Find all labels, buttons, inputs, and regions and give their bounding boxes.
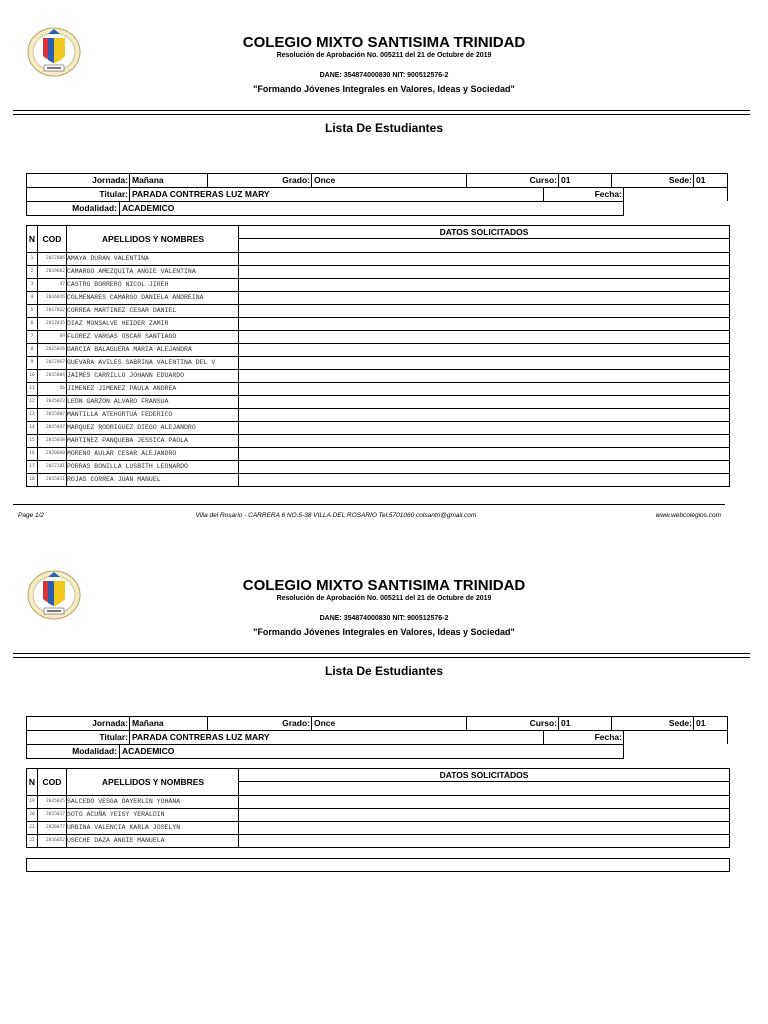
student-name: MARTINEZ PANQUEBA JESSICA PAOLA: [67, 437, 188, 444]
student-number: 17: [29, 464, 35, 469]
student-code: 2020077: [46, 825, 65, 830]
student-code: 2015047: [46, 425, 65, 430]
student-name: JIMENEZ JIMENEZ PAULA ANDREA: [67, 385, 177, 392]
student-code: 2015011: [46, 477, 65, 482]
table-row: [27, 448, 729, 461]
table-row: [27, 279, 729, 292]
datos-cell: [239, 292, 729, 304]
table-row: [27, 396, 729, 409]
student-number: 12: [29, 399, 35, 404]
student-code: 2015026: [46, 347, 65, 352]
fecha-label: Fecha:: [594, 189, 622, 199]
datos-cell: [239, 435, 729, 447]
footer-divider: [13, 504, 725, 505]
header-divider: [13, 110, 750, 111]
table-body: [27, 253, 729, 486]
sede-label: Sede:: [668, 175, 692, 185]
student-code: 56: [59, 386, 65, 391]
student-number: 7: [30, 334, 34, 339]
student-number: 16: [29, 451, 35, 456]
student-name: GARCIA BALAGUERA MARIA ALEJANDRA: [67, 346, 192, 353]
student-code: 2016026: [46, 295, 65, 300]
school-name: COLEGIO MIXTO SANTISIMA TRINIDAD: [242, 577, 526, 594]
student-name: FLOREZ VARGAS OSCAR SANTIAGO: [67, 333, 177, 340]
dane-nit-text: DANE: 354874000830 NIT: 900512576-2: [319, 615, 449, 622]
datos-cell: [239, 370, 729, 382]
col-n-header: N: [28, 234, 36, 244]
fecha-value: [624, 731, 726, 744]
blank-notes-box: [26, 858, 730, 872]
info-row-titular: [26, 187, 728, 201]
resolution-text: Resolución de Aprobación No. 005211 del 21 de Octubre de 2019: [276, 52, 492, 59]
table-row: [27, 435, 729, 448]
student-number: 1: [30, 256, 34, 261]
school-motto: "Formando Jóvenes Integrales en Valores, Ideas y Sociedad": [253, 627, 515, 637]
titular-value: PARADA CONTRERAS LUZ MARY: [132, 189, 270, 199]
student-number: 11: [29, 386, 35, 391]
curso-label: Curso:: [529, 175, 557, 185]
student-number: 8: [30, 347, 34, 352]
student-number: 18: [29, 477, 35, 482]
curso-value: 01: [561, 175, 571, 185]
datos-cell: [239, 331, 729, 343]
jornada-value: Mañana: [132, 175, 164, 185]
table-row: [27, 796, 729, 809]
student-name: LEON GARZON ALVARO FRANSUA: [67, 398, 169, 405]
table-header: [27, 226, 729, 253]
col-datos-header: DATOS SOLICITADOS: [239, 769, 729, 782]
datos-cell: [239, 422, 729, 434]
student-code: 2019062: [46, 269, 65, 274]
student-number: 9: [30, 360, 34, 365]
grado-label: Grado:: [282, 718, 310, 728]
student-code: 2015007: [46, 412, 65, 417]
student-number: 4: [30, 295, 34, 300]
datos-cell: [239, 448, 729, 460]
fecha-label: Fecha:: [594, 732, 622, 742]
student-code: 2015023: [46, 399, 65, 404]
curso-value: 01: [561, 718, 571, 728]
student-name: CASTRO BORRERO NICOL JIREH: [67, 281, 169, 288]
student-number: 21: [29, 825, 35, 830]
datos-cell: [239, 318, 729, 330]
student-code: 2015025: [46, 799, 65, 804]
student-code: 69: [59, 334, 65, 339]
jornada-label: Jornada:: [92, 175, 128, 185]
datos-cell: [239, 383, 729, 395]
table-row: [27, 305, 729, 318]
info-row-titular: [26, 730, 728, 744]
table-row: [27, 266, 729, 279]
table-row: [27, 422, 729, 435]
table-header: [27, 769, 729, 796]
grado-value: Once: [314, 718, 336, 728]
student-number: 14: [29, 425, 35, 430]
student-name: CAMARGO AMEZQUITA ANGIE VALENTINA: [67, 268, 196, 275]
col-cod-header: COD: [42, 234, 62, 244]
titular-label: Titular:: [99, 189, 128, 199]
student-number: 3: [30, 282, 34, 287]
student-code: 2015038: [46, 438, 65, 443]
datos-cell: [239, 835, 729, 847]
table-row: [27, 318, 729, 331]
col-datos-header: DATOS SOLICITADOS: [239, 226, 729, 239]
student-name: MANTILLA ATEHORTUA FEDERICO: [67, 411, 173, 418]
col-n-header: N: [28, 777, 36, 787]
modalidad-label: Modalidad:: [72, 203, 117, 213]
student-name: COLMENARES CAMARGO DANIELA ANDREINA: [67, 294, 204, 301]
student-name: AMAYA DURAN VALENTINA: [67, 255, 149, 262]
list-title: Lista De Estudiantes: [324, 664, 444, 678]
list-title: Lista De Estudiantes: [324, 121, 444, 135]
resolution-text: Resolución de Aprobación No. 005211 del 21 de Octubre de 2019: [276, 595, 492, 602]
student-number: 22: [29, 838, 35, 843]
datos-cell: [239, 809, 729, 821]
table-row: [27, 809, 729, 822]
student-code: 2017086: [46, 256, 65, 261]
student-code: 2020060: [46, 451, 65, 456]
table-body: [27, 796, 729, 847]
table-row: [27, 835, 729, 847]
table-row: [27, 357, 729, 370]
datos-cell: [239, 796, 729, 808]
student-code: 2017067: [46, 360, 65, 365]
table-row: [27, 253, 729, 266]
dane-nit-text: DANE: 354874000830 NIT: 900512576-2: [319, 72, 449, 79]
datos-cell: [239, 822, 729, 834]
datos-cell: [239, 357, 729, 369]
class-info-box: [26, 173, 728, 216]
table-row: [27, 383, 729, 396]
student-number: 20: [29, 812, 35, 817]
col-name-header: APELLIDOS Y NOMBRES: [101, 777, 205, 787]
page-number: Page 1/2: [18, 512, 45, 519]
datos-cell: [239, 279, 729, 291]
modalidad-value: ACADEMICO: [122, 746, 175, 756]
col-cod-header: COD: [42, 777, 62, 787]
student-name: DIAZ MONSALVE HEIDER ZAMIR: [67, 320, 169, 327]
student-number: 19: [29, 799, 35, 804]
grado-label: Grado:: [282, 175, 310, 185]
fecha-value: [624, 188, 726, 201]
titular-label: Titular:: [99, 732, 128, 742]
table-row: [27, 409, 729, 422]
jornada-label: Jornada:: [92, 718, 128, 728]
student-number: 13: [29, 412, 35, 417]
school-name: COLEGIO MIXTO SANTISIMA TRINIDAD: [242, 34, 526, 51]
student-code: 2016052: [46, 838, 65, 843]
student-number: 15: [29, 438, 35, 443]
students-table: [26, 768, 730, 848]
datos-cell: [239, 461, 729, 473]
curso-label: Curso:: [529, 718, 557, 728]
student-code: 2017022: [46, 308, 65, 313]
info-row-modalidad: [26, 201, 624, 216]
student-name: ROJAS CORREA JUAN MANUEL: [67, 476, 161, 483]
header-divider: [13, 657, 750, 658]
student-code: 2017035: [46, 321, 65, 326]
modalidad-value: ACADEMICO: [122, 203, 175, 213]
table-row: [27, 370, 729, 383]
titular-value: PARADA CONTRERAS LUZ MARY: [132, 732, 270, 742]
sede-value: 01: [696, 175, 706, 185]
student-code: 2015017: [46, 812, 65, 817]
datos-cell: [239, 253, 729, 265]
sede-value: 01: [696, 718, 706, 728]
student-name: SOTO ACUÑA YEISY YERALDIN: [67, 811, 165, 818]
student-code: 2015004: [46, 373, 65, 378]
student-number: 2: [30, 269, 34, 274]
table-row: [27, 461, 729, 474]
info-row-modalidad: [26, 744, 624, 759]
students-table: [26, 225, 730, 487]
table-row: [27, 474, 729, 486]
table-row: [27, 344, 729, 357]
student-name: GUEVARA AVILES SABRINA VALENTINA DEL V: [67, 359, 216, 366]
student-name: USECHE DAZA ANGIE MANUELA: [67, 837, 165, 844]
info-row-jornada: [26, 173, 728, 187]
jornada-value: Mañana: [132, 718, 164, 728]
student-code: 2017101: [46, 464, 65, 469]
student-name: CORREA MARTINEZ CESAR DANIEL: [67, 307, 177, 314]
class-info-box: [26, 716, 728, 759]
datos-cell: [239, 396, 729, 408]
footer-address: Villa del Rosario - CARRERA 6 NO.5-38 VILLA DEL ROSARIO Tel.5701060 colsantri@gmail.com: [195, 512, 477, 519]
info-row-jornada: [26, 716, 728, 730]
student-name: JAIMES CARRILLO JOHANN EDUARDO: [67, 372, 185, 379]
student-name: MORENO AULAR CESAR ALEJANDRO: [67, 450, 177, 457]
col-name-header: APELLIDOS Y NOMBRES: [101, 234, 205, 244]
student-number: 10: [29, 373, 35, 378]
datos-cell: [239, 409, 729, 421]
datos-cell: [239, 474, 729, 486]
student-name: PORRAS BONILLA LUSBITH LEONARDO: [67, 463, 188, 470]
student-name: SALCEDO VESGA DAYERLIN YOHANA: [67, 798, 181, 805]
datos-cell: [239, 305, 729, 317]
student-name: URBINA VALENCIA KARLA JOSELYN: [67, 824, 181, 831]
table-row: [27, 331, 729, 344]
student-name: MARQUEZ RODRIGUEZ DIEGO ALEJANDRO: [67, 424, 196, 431]
school-motto: "Formando Jóvenes Integrales en Valores, Ideas y Sociedad": [253, 84, 515, 94]
student-number: 5: [30, 308, 34, 313]
footer-website-link[interactable]: www.webcolegios.com: [655, 512, 721, 519]
grado-value: Once: [314, 175, 336, 185]
datos-cell: [239, 266, 729, 278]
student-code: 47: [59, 282, 65, 287]
student-number: 6: [30, 321, 34, 326]
table-row: [27, 292, 729, 305]
datos-cell: [239, 344, 729, 356]
header-divider: [13, 114, 750, 115]
table-row: [27, 822, 729, 835]
modalidad-label: Modalidad:: [72, 746, 117, 756]
header-divider: [13, 653, 750, 654]
sede-label: Sede:: [668, 718, 692, 728]
